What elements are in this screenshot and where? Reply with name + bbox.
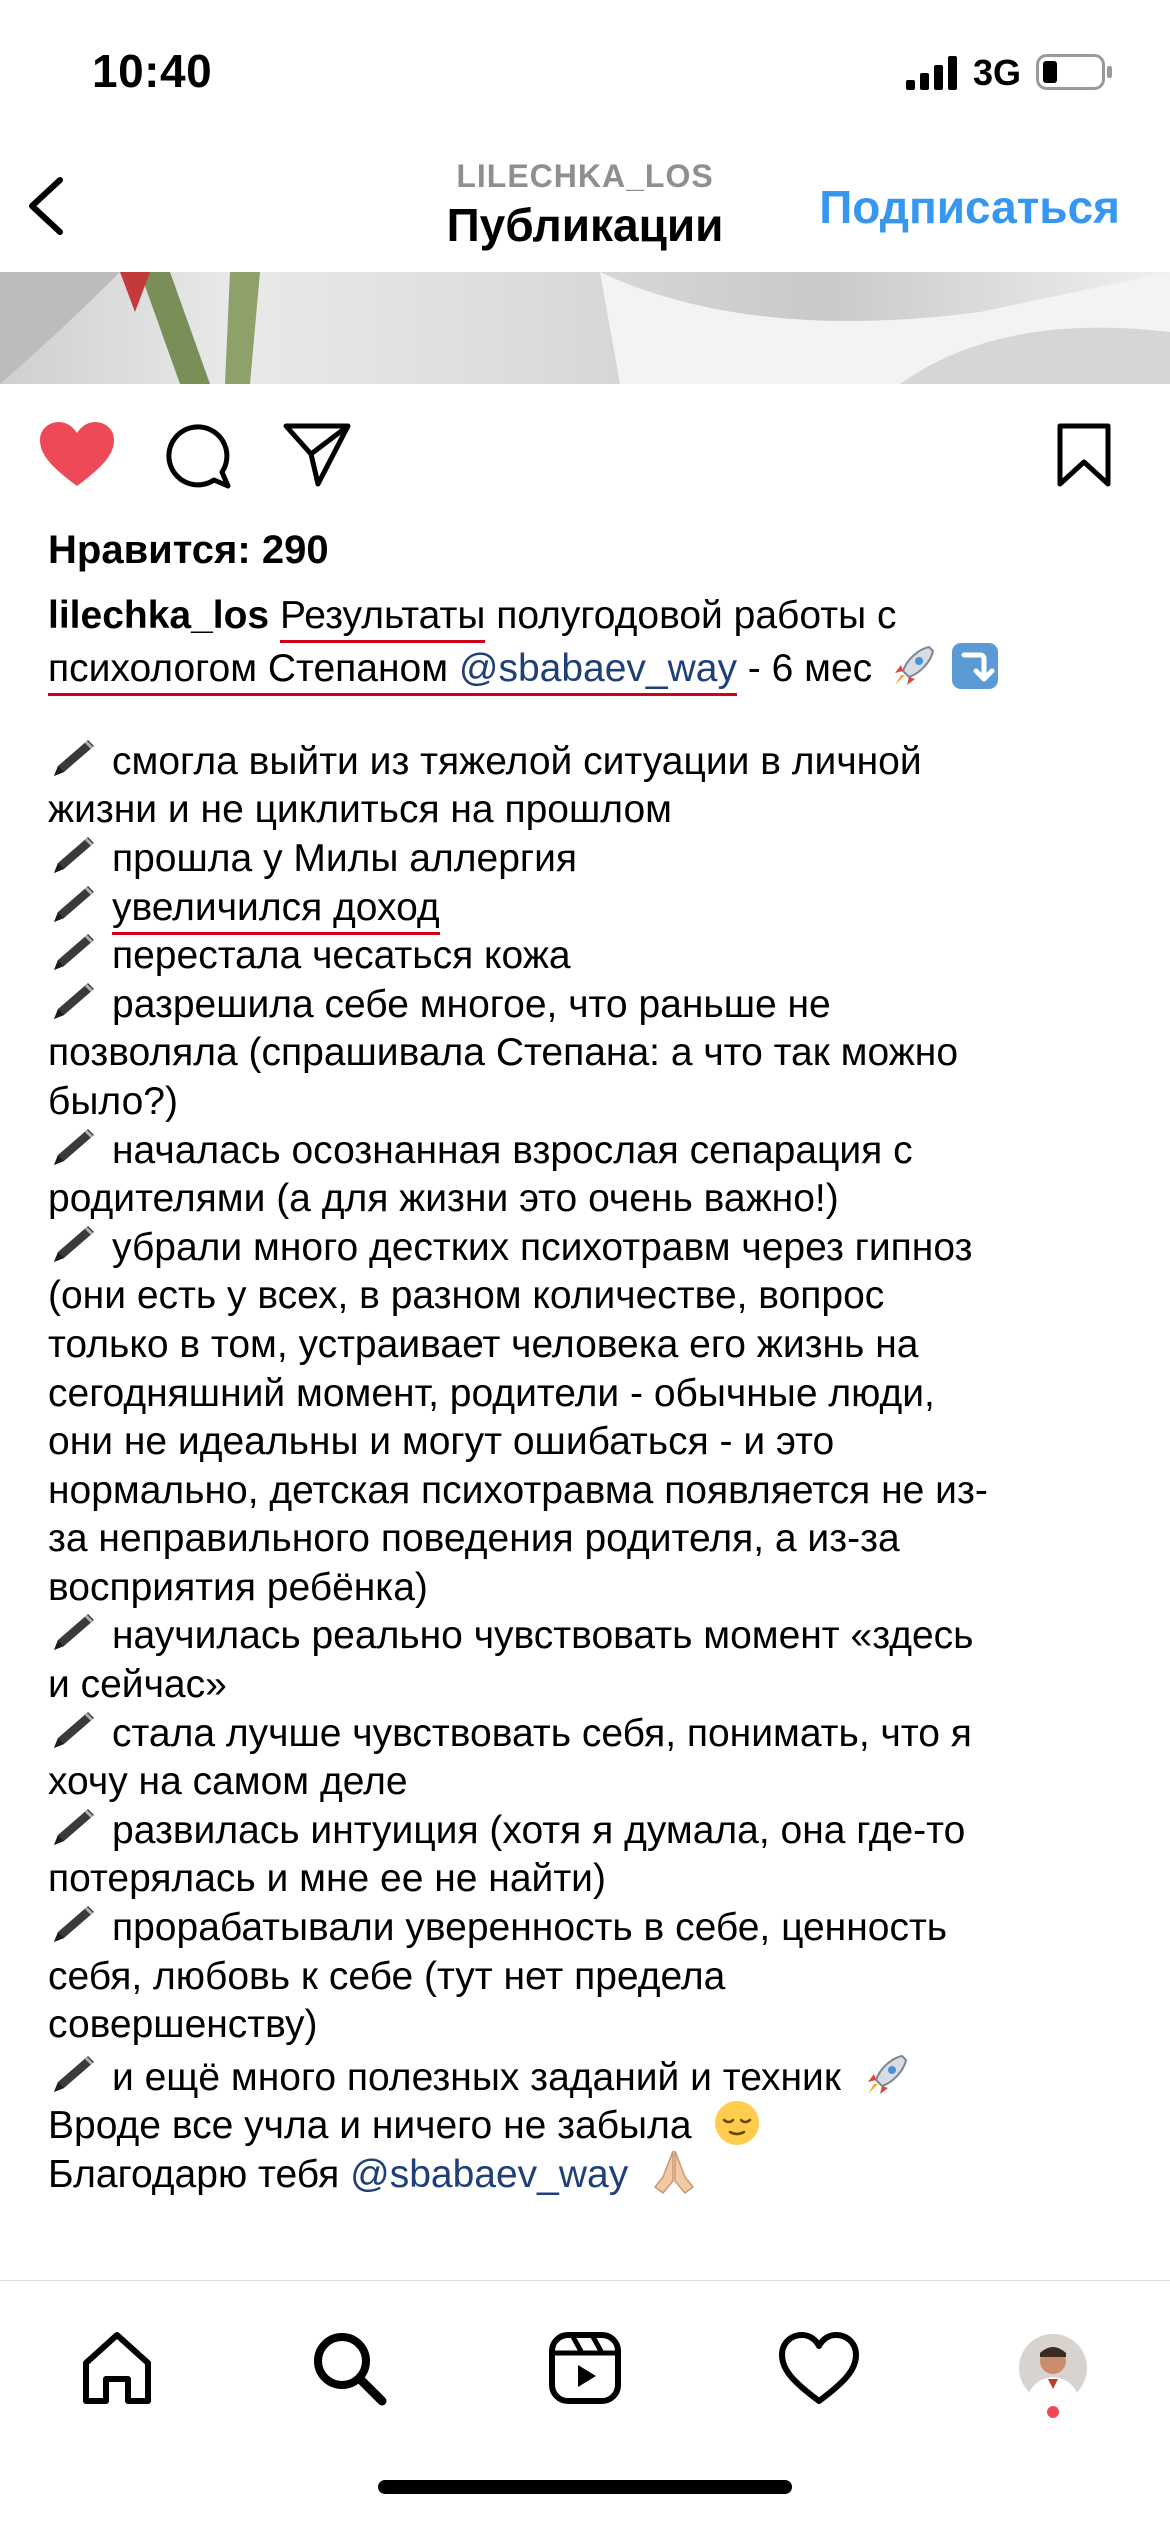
list-item-text: восприятия ребёнка) (48, 1565, 428, 1609)
list-item-text: научилась реально чувствовать момент «здесь (112, 1614, 974, 1658)
pen-icon (48, 1807, 98, 1849)
pen-icon (48, 835, 98, 877)
comment-icon[interactable] (164, 422, 232, 490)
list-item-text: убрали много дестких психотравм через гипноз (112, 1225, 973, 1269)
caption-closing: Вроде все учла и ничего не забыла (48, 2104, 692, 2148)
pen-icon (48, 932, 98, 974)
activity-heart-icon[interactable] (774, 2323, 864, 2413)
pen-icon (48, 1904, 98, 1946)
follow-button[interactable]: Подписаться (819, 181, 1120, 233)
caption-author[interactable]: lilechka_los (48, 594, 270, 637)
bookmark-icon[interactable] (1056, 422, 1112, 488)
pen-icon (48, 884, 98, 926)
list-item-text: жизни и не циклиться на прошлом (48, 788, 672, 832)
mention-link[interactable]: @sbabaev_way (459, 647, 737, 696)
post-image-content (0, 272, 1170, 384)
list-item-text: себя, любовь к себе (тут нет предела (48, 1954, 726, 1998)
pen-icon (48, 981, 98, 1023)
list-item-text: сегодняшний момент, родители - обычные люди, (48, 1371, 935, 1415)
pen-icon (48, 738, 98, 780)
notification-dot (1047, 2406, 1059, 2418)
pen-icon (48, 1127, 98, 1169)
caption-text: Результаты (280, 594, 485, 643)
home-icon[interactable] (72, 2323, 162, 2413)
arrow-down-box-icon (950, 641, 1000, 691)
list-item-text: и сейчас» (48, 1663, 227, 1707)
search-icon[interactable] (304, 2323, 394, 2413)
list-item-text: хочу на самом деле (48, 1760, 408, 1804)
pen-icon (48, 1224, 98, 1266)
list-item-text: было?) (48, 1079, 178, 1123)
list-item-text: совершенству) (48, 2003, 318, 2047)
list-item-text: развилась интуиция (хотя я думала, она где-то (112, 1808, 966, 1852)
post-actions (0, 400, 1170, 510)
mention-link[interactable]: @sbabaev_way (350, 2153, 629, 2196)
cellular-signal-icon (906, 56, 958, 90)
caption-closing: Благодарю тебя (48, 2153, 351, 2196)
rocket-icon (862, 2050, 912, 2100)
reels-icon[interactable] (540, 2323, 630, 2413)
caption-text: психологом Степаном (48, 647, 459, 696)
list-item-text: перестала чесаться кожа (112, 934, 571, 978)
status-time: 10:40 (92, 45, 213, 97)
list-item-text: началась осознанная взрослая сепарация с (112, 1128, 913, 1172)
rocket-icon (889, 641, 939, 691)
page-title: Публикации (446, 199, 724, 251)
list-item-text: прошла у Милы аллергия (112, 836, 578, 880)
pen-icon (48, 2054, 98, 2096)
list-item-text: прорабатывали уверенность в себе, ценность (112, 1906, 948, 1950)
post-image[interactable] (0, 272, 1170, 384)
pen-icon (48, 1710, 98, 1752)
home-indicator (378, 2480, 792, 2494)
status-bar (0, 0, 1170, 150)
nav-bar (0, 150, 1170, 272)
list-item-text: и ещё много полезных заданий и техник (112, 2055, 841, 2099)
list-item-text: стала лучше чувствовать себя, понимать, что я (112, 1711, 972, 1755)
list-item-text: только в том, устраивает человека его жизнь на (48, 1322, 919, 1366)
share-icon[interactable] (282, 422, 352, 488)
list-item-text: они не идеальны и могут ошибаться - и это (48, 1420, 835, 1464)
list-item-text: позволяла (спрашивала Степана: а что так можно (48, 1031, 959, 1075)
caption-text: - 6 мес (736, 646, 873, 690)
pen-icon (48, 1612, 98, 1654)
network-type: 3G (973, 52, 1022, 93)
relieved-face-icon (712, 2098, 762, 2148)
caption-text: полугодовой работы с (485, 594, 897, 637)
tab-bar (0, 2280, 1170, 2533)
list-item-text: разрешила себе многое, что раньше не (112, 982, 831, 1026)
list-item-text: за неправильного поведения родителя, а из-за (48, 1517, 900, 1561)
heart-filled-icon[interactable] (40, 422, 114, 488)
list-item-text: нормально, детская психотравма появляется не из- (48, 1468, 988, 1512)
likes-count[interactable]: Нравится: 290 (48, 528, 329, 572)
header-username: LILECHKA_LOS (456, 158, 714, 194)
folded-hands-icon (649, 2147, 699, 2197)
list-item-text: потерялась и мне ее не найти) (48, 1857, 606, 1901)
list-item-text: увеличился доход (112, 886, 440, 935)
post-caption (48, 592, 1128, 2196)
profile-avatar[interactable] (1008, 2323, 1098, 2413)
list-item-text: смогла выйти из тяжелой ситуации в личной (112, 739, 922, 783)
list-item-text: родителями (а для жизни это очень важно!) (48, 1177, 839, 1221)
list-item-text: (они есть у всех, в разном количестве, вопрос (48, 1274, 885, 1318)
battery-icon (1036, 54, 1114, 90)
